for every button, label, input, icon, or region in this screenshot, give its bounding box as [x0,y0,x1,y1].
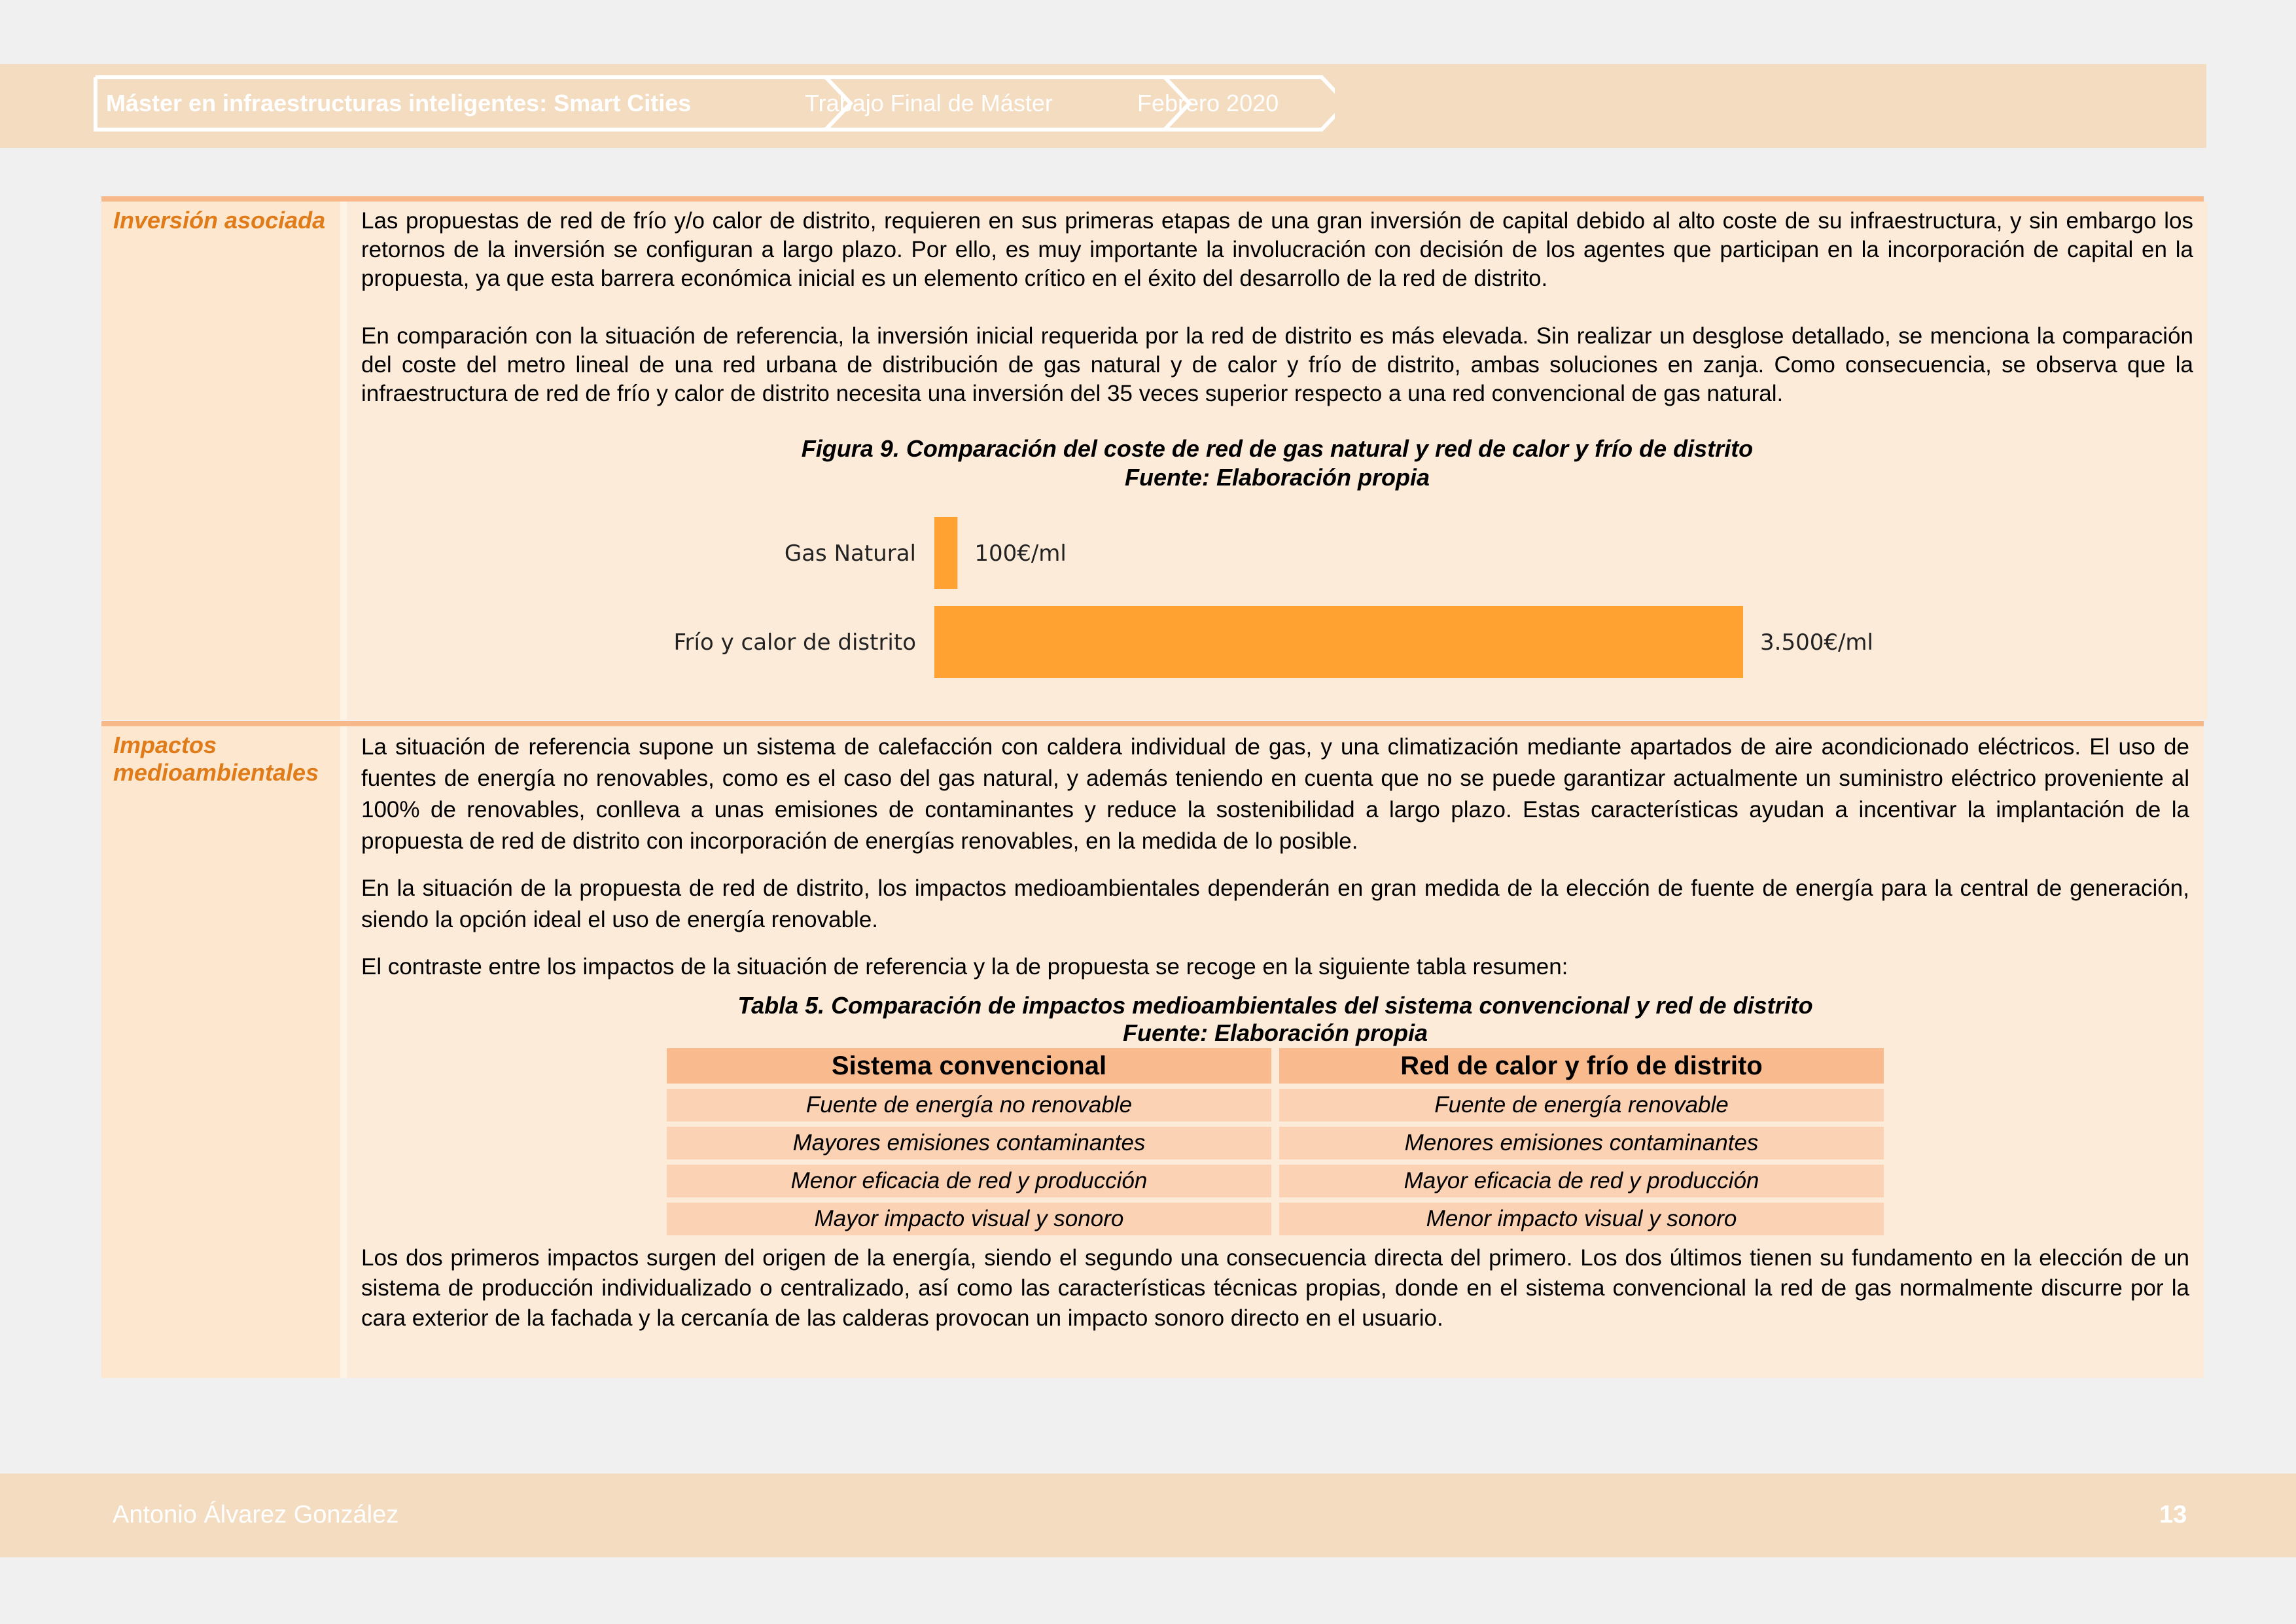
table-cell: Menor impacto visual y sonoro [1279,1203,1884,1235]
page-number: 13 [2159,1501,2187,1528]
section-content [347,202,2208,720]
table-row [667,1089,1884,1121]
section-label: Inversión asociada [113,207,326,234]
table-cell: Mayores emisiones contaminantes [667,1127,1271,1159]
table-cell: Mayor impacto visual y sonoro [667,1203,1271,1235]
category-label: Gas Natural [784,540,916,567]
table-row [667,1203,1884,1235]
data-label: 3.500€/ml [1760,629,1873,656]
breadcrumb-item-program: Máster en infraestructuras inteligentes: Smart Cities [106,90,692,116]
table-header-row [667,1048,1884,1084]
table-source: Fuente: Elaboración propia [1122,1019,1428,1046]
section-impactos [101,721,2204,1378]
section-inversion [101,196,2204,720]
table-cell: Mayor eficacia de red y producción [1279,1165,1884,1197]
paragraph: En la situación de la propuesta de red de distrito, los impactos medioambientales dependerán en gran medida de la elección de fuente de energía para la central de generación, siendo la opción ideal el uso de energía renovable. [361,875,2189,932]
table-cell: Fuente de energía no renovable [667,1089,1271,1121]
table-cell: Fuente de energía renovable [1279,1089,1884,1121]
table-header-cell: Red de calor y frío de distrito [1279,1048,1884,1084]
paragraph: Las propuestas de red de frío y/o calor de distrito, requieren en sus primeras etapas de una gran inversión de capital debido al alto coste de su infraestructura, y sin embargo los retornos de la inversión se configuran a largo plazo. Por ello, es muy importante la involucración con decisión de los agentes que participan en la incorporación de capital en la propuesta, ya que esta barrera económica inicial es un elemento crítico en el éxito del desarrollo de la red de distrito. [361,208,2193,291]
paragraph: La situación de referencia supone un sistema de calefacción con caldera individual de gas, y una climatización mediante apartados de aire acondicionado eléctricos. El uso de fuentes de energía no renovables, como es el caso del gas natural, y además teniendo en cuenta que no se puede garantizar actualmente un suministro eléctrico proveniente al 100% de renovables, conlleva a unas emisiones de contaminantes y reduce la sostenibilidad a largo plazo. Estas características ayudan a incentivar la implantación de la propuesta de red de distrito con incorporación de energías renovables, en la medida de lo posible. [361,734,2189,854]
paragraph: El contraste entre los impactos de la situación de referencia y la de propuesta se recoge en la siguiente tabla resumen: [361,954,1568,980]
table-header-cell: Sistema convencional [667,1048,1271,1084]
breadcrumb-item-document: Trabajo Final de Máster [805,90,1053,116]
bar [934,517,957,589]
section-label-col [101,202,340,720]
figure-source: Fuente: Elaboración propia [1124,464,1430,491]
content-panel [101,196,2204,1378]
table-row [667,1165,1884,1197]
table-caption: Tabla 5. Comparación de impactos medioambientales del sistema convencional y red de distrito [737,992,1813,1019]
data-label: 100€/ml [974,540,1067,567]
table-row [667,1127,1884,1159]
bar [934,606,1743,678]
impacts-table [659,1043,1892,1241]
category-label: Frío y calor de distrito [673,629,916,656]
cost-chart-svg [361,492,2193,688]
column-gap [340,726,347,1378]
section-content [347,726,2204,1378]
cost-chart [361,492,2193,688]
section-label-col [101,726,340,1378]
paragraph: En comparación con la situación de referencia, la inversión inicial requerida por la red de distrito es más elevada. Sin realizar un desglose detallado, se menciona la comparación del coste del metro lineal de una red urbana de distribución de gas natural y de calor y frío de distrito, ambas soluciones en zanja. Como consecuencia, se observa que la infraestructura de red de frío y calor de distrito necesita una inversión del 35 veces superior respecto a una red convencional de gas natural. [361,323,2193,406]
figure-caption: Figura 9. Comparación del coste de red de gas natural y red de calor y frío de distrito [801,435,1754,462]
column-gap [340,202,347,720]
table-cell: Menor eficacia de red y producción [667,1165,1271,1197]
paragraph: Los dos primeros impactos surgen del origen de la energía, siendo el segundo una consecuencia directa del primero. Los dos últimos tienen su fundamento en la elección de un sistema de producción individualizado o centralizado, así como las características técnicas propias, donde en el sistema convencional la red de gas normalmente discurre por la cara exterior de la fachada y la cercanía de las calderas provocan un impacto sonoro directo en el usuario. [361,1245,2189,1331]
breadcrumb-item-date: Febrero 2020 [1137,90,1279,116]
table-cell: Menores emisiones contaminantes [1279,1127,1884,1159]
section-label: Impactos medioambientales [113,732,319,786]
footer-author: Antonio Álvarez González [113,1501,399,1528]
